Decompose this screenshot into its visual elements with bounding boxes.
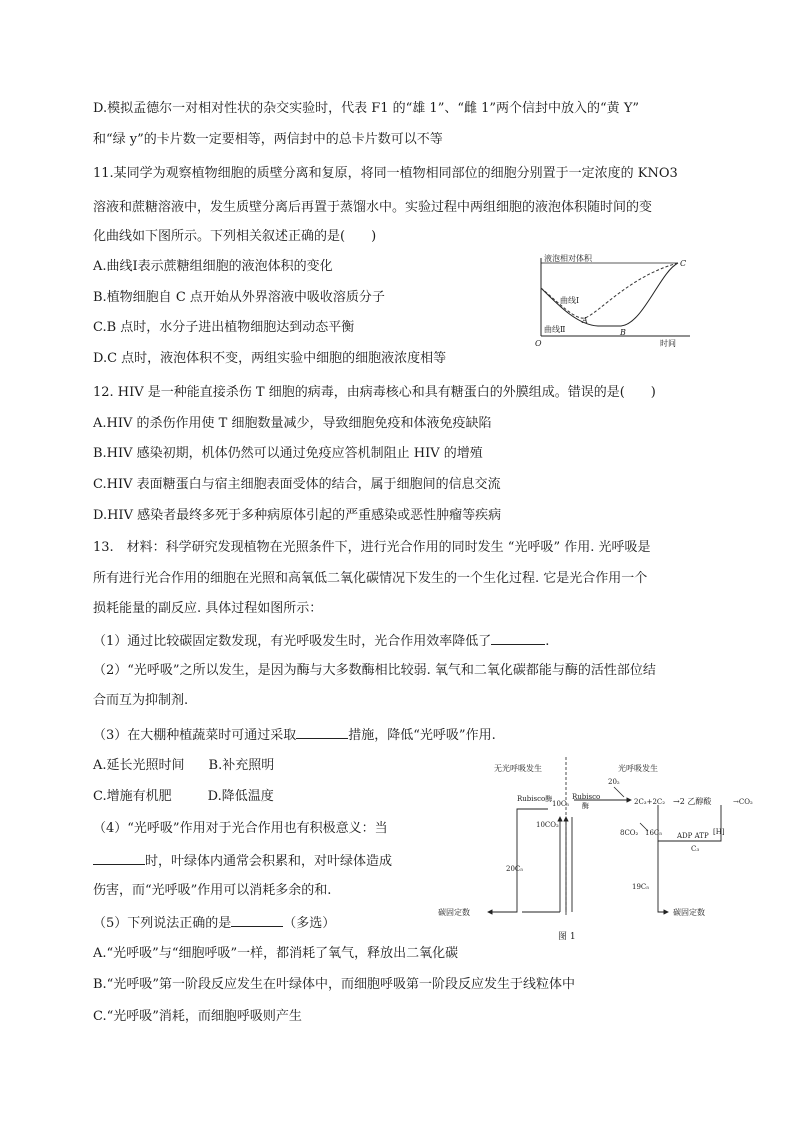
graph-point-a: A: [582, 316, 588, 325]
q12-option-b: B.HIV 感染初期，机体仍然可以通过免疫应答机制阻止 HIV 的增殖: [93, 446, 483, 461]
curve-2-path: [541, 263, 678, 326]
q13-part4-line2-text: 时，叶绿体内通常会积累和，对叶绿体造成: [145, 854, 393, 869]
q12-option-d: D.HIV 感染者最终多死于多种病原体引起的严重感染或恶性肿瘤等疾病: [93, 508, 502, 523]
q11-option-a: A.曲线Ⅰ表示蔗糖组细胞的液泡体积的变化: [93, 259, 333, 274]
q11-option-d: D.C 点时，液泡体积不变，两组实验中细胞的细胞液浓度相等: [93, 351, 447, 366]
co2-left-label: 10CO₂: [536, 821, 559, 829]
q12-option-a: A.HIV 的杀伤作用使 T 细胞数量减少，导致细胞免疫和体液免疫缺陷: [93, 416, 492, 431]
c3-right-label: C₃: [691, 845, 700, 853]
q13-part3-end: 措施，降低“光呼吸”作用.: [348, 728, 496, 743]
diagram-title-left: 无光呼吸发生: [494, 764, 542, 773]
q13-part4-line2: [93, 852, 392, 870]
q13-part5: [93, 914, 335, 932]
q13-part2-line1: （2）“光呼吸”之所以发生，是因为酶与大多数酶相比较弱. 氧气和二氧化碳都能与酶的活性部位结: [93, 663, 656, 678]
q13-stem-line2: 所有进行光合作用的细胞在光照和高氧低二氧化碳情况下发生的一个生化过程. 它是光合作用一个: [93, 571, 648, 586]
q13-part3-options-row1: [93, 758, 274, 774]
q12-option-c: C.HIV 表面糖蛋白与宿主细胞表面受体的结合，属于细胞间的信息交流: [93, 477, 501, 492]
q11-stem-line1: 11.某同学为观察植物细胞的质壁分离和复原，将同一植物相同部位的细胞分别置于一定浓度的 KNO3: [93, 166, 678, 181]
q13-part5-blank[interactable]: [231, 914, 283, 927]
graph-point-c: C: [680, 259, 687, 268]
q13-part2-line2: 合而互为抑制剂.: [93, 693, 189, 708]
q13-part4-line3: 伤害，而“光呼吸”作用可以消耗多余的和.: [93, 883, 332, 898]
right-down-arrow: [658, 841, 668, 912]
q13-part1-text: （1）通过比较碳固定数发现，有光呼吸发生时，光合作用效率降低了: [93, 634, 492, 649]
q11-option-b: B.植物细胞自 C 点开始从外界溶液中吸收溶质分子: [93, 290, 385, 305]
q13-part3-option-d: D.降低温度: [207, 789, 274, 804]
q13-part5-end: （多选）: [283, 916, 336, 931]
h-label: [H]: [713, 828, 725, 836]
q11-option-c: C.B 点时，水分子进出植物细胞达到动态平衡: [93, 320, 355, 335]
q13-part4-line1: （4）“光呼吸”作用对于光合作用也有积极意义：当: [93, 821, 388, 836]
graph-point-b: B: [620, 328, 626, 337]
curve-1-path: [541, 263, 678, 318]
q11-stem-line3: 化曲线如下图所示。下列相关叙述正确的是( ): [93, 229, 377, 244]
c5-left-label: 20C₅: [506, 865, 524, 873]
o2-arrow: [614, 787, 624, 797]
rubisco-right-label2: 酶: [582, 802, 589, 810]
q13-part3-option-b: B.补充照明: [208, 758, 275, 773]
q13-part1: [93, 632, 549, 650]
graph-curve1-label: 曲线Ⅰ: [560, 296, 580, 305]
q13-part1-end: .: [545, 634, 550, 649]
graph-ylabel: 液泡相对体积: [544, 254, 592, 263]
graph-curve2-label: 曲线Ⅱ: [544, 325, 566, 334]
fix-right-label: 碳固定数: [673, 908, 705, 917]
figure-caption: 图 1: [558, 932, 576, 942]
glycolic-label: →2 乙醇酸: [673, 797, 712, 806]
q11-stem-line2: 溶液和蔗糖溶液中，发生质壁分离后再置于蒸馏水中。实验过程中两组细胞的液泡体积随时间的变: [93, 200, 653, 215]
q13-part5-option-b: B.“光呼吸”第一阶段反应发生在叶绿体中，而细胞呼吸第一阶段反应发生于线粒体中: [93, 977, 575, 992]
diagram-title-right: 光呼吸发生: [618, 764, 658, 773]
q13-part1-blank[interactable]: [491, 632, 545, 645]
graph-origin: O: [535, 339, 542, 348]
q13-part3-option-a: A.延长光照时间: [93, 758, 185, 773]
c5-top-label: 10C₅: [552, 800, 570, 808]
q13-part5-option-c: C.“光呼吸”消耗，而细胞呼吸则产生: [93, 1009, 302, 1024]
o2-label: 20₂: [608, 778, 620, 786]
q13-part5-option-a: A.“光呼吸”与“细胞呼吸”一样，都消耗了氧气，释放出二氧化碳: [93, 946, 459, 961]
q13-part5-text: （5）下列说法正确的是: [93, 916, 232, 931]
q13-part3: [93, 726, 496, 744]
q13-part4-blank[interactable]: [93, 852, 145, 865]
c5-16-arrow: [640, 823, 648, 831]
c3c2-label: 2C₃+2C₂: [634, 798, 666, 806]
c5-19-label: 19C₅: [632, 883, 650, 891]
co2-8-label: 8CO₂: [620, 829, 639, 837]
vacuole-volume-graph: [530, 252, 700, 352]
q10-option-d-line1: D.模拟孟德尔一对相对性状的杂交实验时，代表 F1 的“雄 1”、“雌 1”两个信封中放入的“黄 Y”: [93, 101, 640, 116]
graph-xlabel: 时间: [660, 339, 676, 348]
q13-stem-line1: 13. 材料：科学研究发现植物在光照条件下，进行光合作用的同时发生 “光呼吸” 作用. 光呼吸是: [93, 540, 651, 555]
q13-part3-option-c: C.增施有机肥: [93, 789, 172, 804]
q12-stem: 12. HIV 是一种能直接杀伤 T 细胞的病毒，由病毒核心和具有糖蛋白的外膜组成。错误的是( ): [93, 385, 656, 400]
rubisco-right-label: Rubisco: [572, 793, 601, 801]
q13-part3-blank[interactable]: [296, 726, 348, 739]
photorespiration-diagram: [426, 755, 766, 945]
fix-left-label: 碳固定数: [438, 908, 470, 917]
adp-atp-label: ADP ATP: [677, 832, 709, 840]
rubisco-left-label: Rubisco酶: [517, 795, 553, 803]
q13-stem-line3: 损耗能量的副反应. 具体过程如图所示：: [93, 601, 323, 616]
q10-option-d-line2: 和“绿 y”的卡片数一定要相等，两信封中的总卡片数可以不等: [93, 132, 443, 147]
q13-part3-options-row2: [93, 789, 274, 805]
c5-16-label: 16C₅: [645, 829, 663, 837]
co2-out-label: →CO₂: [733, 798, 753, 806]
q13-part3-text: （3）在大棚种植蔬菜时可通过采取: [93, 728, 297, 743]
